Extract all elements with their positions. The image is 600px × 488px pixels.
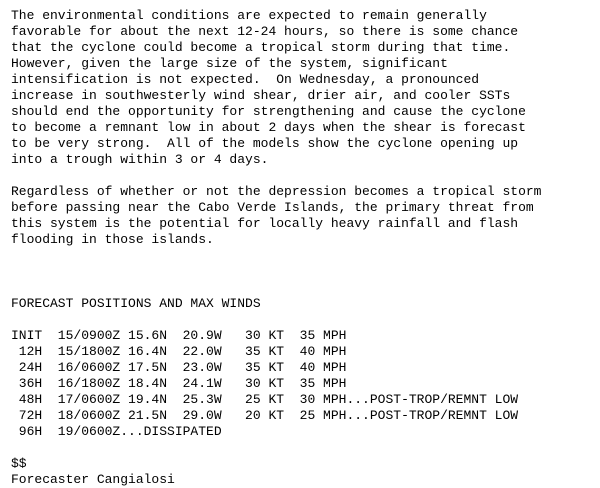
forecast-row: 96H 19/0600Z...DISSIPATED xyxy=(11,424,222,439)
text-line: flooding in those islands. xyxy=(11,232,214,247)
paragraph-spacer xyxy=(11,248,600,264)
paragraph-spacer xyxy=(11,440,600,456)
text-line: into a trough within 3 or 4 days. xyxy=(11,152,269,167)
text-line: However, given the large size of the system, significant xyxy=(11,56,448,71)
forecast-heading: FORECAST POSITIONS AND MAX WINDS xyxy=(11,296,261,311)
discussion-paragraph-2 xyxy=(11,184,600,248)
text-line: Regardless of whether or not the depression becomes a tropical storm xyxy=(11,184,542,199)
paragraph-spacer xyxy=(11,312,600,328)
end-terminator: $$ xyxy=(11,456,27,471)
paragraph-spacer xyxy=(11,280,600,296)
discussion-paragraph-1 xyxy=(11,8,600,168)
forecast-row: INIT 15/0900Z 15.6N 20.9W 30 KT 35 MPH xyxy=(11,328,347,343)
forecast-row: 72H 18/0600Z 21.5N 29.0W 20 KT 25 MPH...POST-TROP/REMNT LOW xyxy=(11,408,519,423)
text-line: to be very strong. All of the models show the cyclone opening up xyxy=(11,136,519,151)
text-line: favorable for about the next 12-24 hours, so there is some chance xyxy=(11,24,519,39)
forecast-row: 48H 17/0600Z 19.4N 25.3W 25 KT 30 MPH...POST-TROP/REMNT LOW xyxy=(11,392,519,407)
paragraph-spacer xyxy=(11,264,600,280)
text-line: The environmental conditions are expected to remain generally xyxy=(11,8,487,23)
forecast-table xyxy=(11,328,600,440)
text-line: that the cyclone could become a tropical storm during that time. xyxy=(11,40,511,55)
forecaster-signature: Forecaster Cangialosi xyxy=(11,472,175,487)
text-line: to become a remnant low in about 2 days when the shear is forecast xyxy=(11,120,526,135)
text-line: increase in southwesterly wind shear, drier air, and cooler SSTs xyxy=(11,88,511,103)
text-line: this system is the potential for locally heavy rainfall and flash xyxy=(11,216,519,231)
forecast-row: 24H 16/0600Z 17.5N 23.0W 35 KT 40 MPH xyxy=(11,360,347,375)
paragraph-spacer xyxy=(11,168,600,184)
forecast-row: 36H 16/1800Z 18.4N 24.1W 30 KT 35 MPH xyxy=(11,376,347,391)
text-line: intensification is not expected. On Wednesday, a pronounced xyxy=(11,72,480,87)
forecast-row: 12H 15/1800Z 16.4N 22.0W 35 KT 40 MPH xyxy=(11,344,347,359)
text-line: should end the opportunity for strengthening and cause the cyclone xyxy=(11,104,526,119)
text-line: before passing near the Cabo Verde Islands, the primary threat from xyxy=(11,200,534,215)
